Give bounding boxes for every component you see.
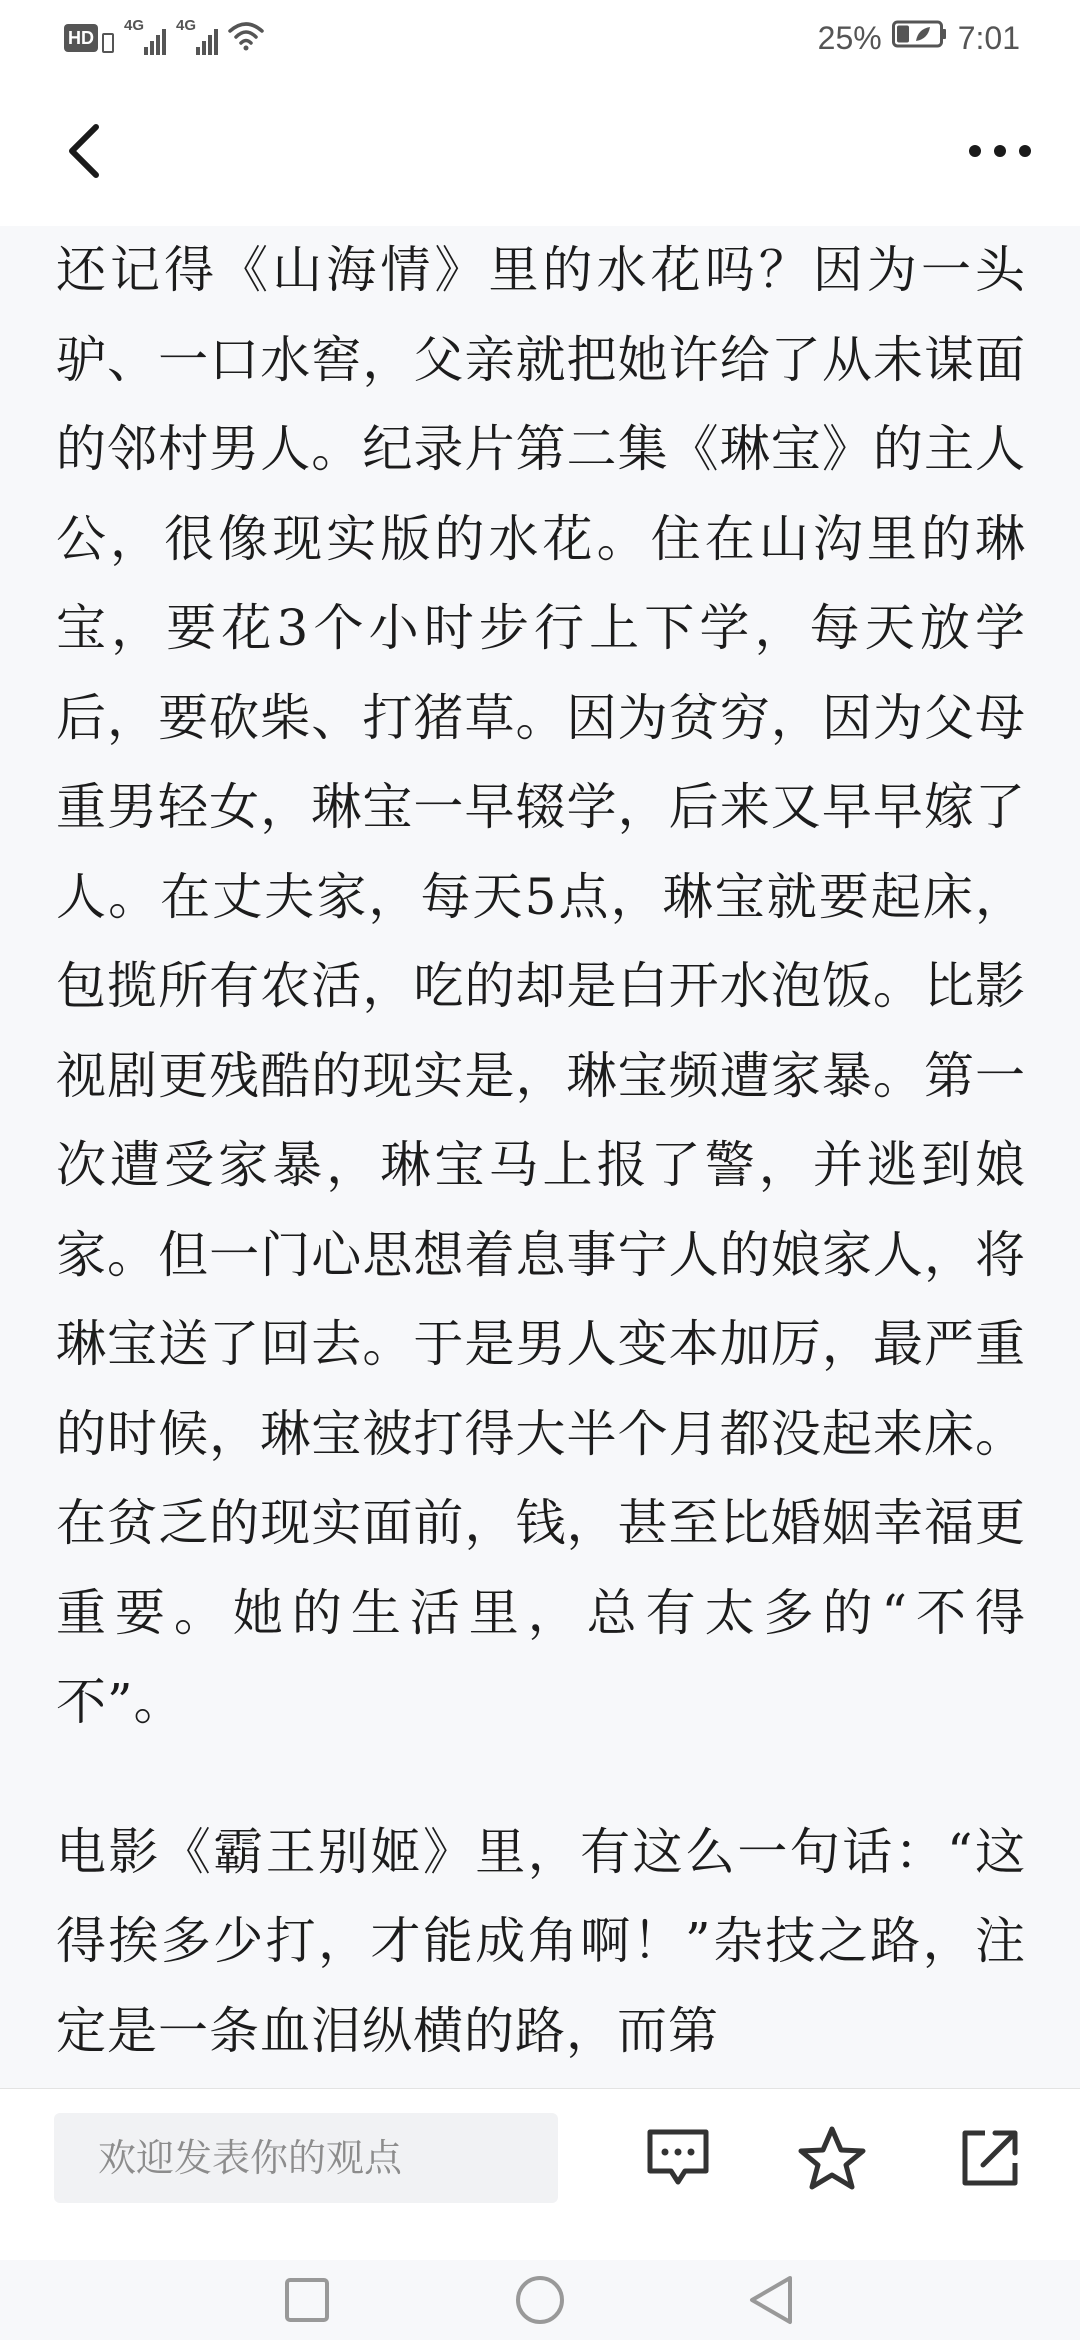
share-icon	[959, 2127, 1021, 2189]
signal-icon-2	[176, 17, 218, 55]
recent-apps-icon	[283, 2276, 331, 2324]
article-paragraph: 电影《霸王别姬》里，有这么一句话：“这得挨多少打，才能成角啊！”杂技之路，注定是一条血泪纵横的路，而第	[56, 1822, 1026, 2060]
article-content[interactable]	[0, 226, 1080, 2088]
home-icon	[513, 2273, 567, 2327]
article-paragraph: 还记得《山海情》里的水花吗？因为一头驴、一口水窖，父亲就把她许给了从未谋面的邻村男人。纪录片第二集《琳宝》的主人公，很像现实版的水花。住在山沟里的琳宝，要花3个小时步行上下学，每天放学后，要砍柴、打猪草。因为贫穷，因为父母重男轻女，琳宝一早辍学，后来又早早嫁了人。在丈夫家，每天5点，琳宝就要起床，包揽所有农活，吃的却是白开水泡饭。比影视剧更残酷的现实是，琳宝频遭家暴。第一次遭受家暴，琳宝马上报了警，并逃到娘家。但一门心思想着息事宁人的娘家人，将琳宝送了回去。于是男人变本加厉，最严重的时候，琳宝被打得大半个月都没起来床。在贫乏的现实面前，钱，甚至比婚姻幸福更重要。她的生活里，总有太多的“不得不”。	[56, 241, 1026, 1731]
comment-input[interactable]	[54, 2113, 558, 2203]
system-back-button[interactable]	[736, 2266, 806, 2334]
back-triangle-icon	[746, 2273, 796, 2327]
article-body	[56, 226, 1026, 2076]
home-button[interactable]	[505, 2266, 575, 2334]
system-navigation-bar	[0, 2260, 1080, 2340]
more-dots-icon	[967, 141, 1033, 161]
comment-button[interactable]	[638, 2115, 718, 2201]
clock: 7:01	[957, 19, 1020, 56]
recent-apps-button[interactable]	[272, 2266, 342, 2334]
network-type-label: 4G	[124, 17, 145, 34]
back-button[interactable]	[54, 116, 114, 186]
battery-percent: 25%	[817, 19, 882, 56]
more-options-button[interactable]	[960, 116, 1040, 186]
battery-icon	[892, 19, 948, 57]
bottom-action-bar	[0, 2088, 1080, 2261]
star-icon	[797, 2125, 867, 2191]
favorite-button[interactable]	[792, 2115, 872, 2201]
wifi-icon	[228, 21, 264, 55]
signal-icon	[124, 17, 166, 55]
status-bar	[0, 0, 1080, 76]
share-button[interactable]	[950, 2115, 1030, 2201]
top-nav-bar	[0, 76, 1080, 227]
comment-icon	[645, 2127, 711, 2189]
chevron-left-icon	[64, 121, 104, 181]
network-type-label-2: 4G	[176, 17, 197, 34]
status-left	[64, 18, 264, 58]
hd-sim-icon	[102, 33, 114, 53]
hd-badge: HD	[64, 24, 98, 52]
status-right	[818, 16, 1020, 60]
